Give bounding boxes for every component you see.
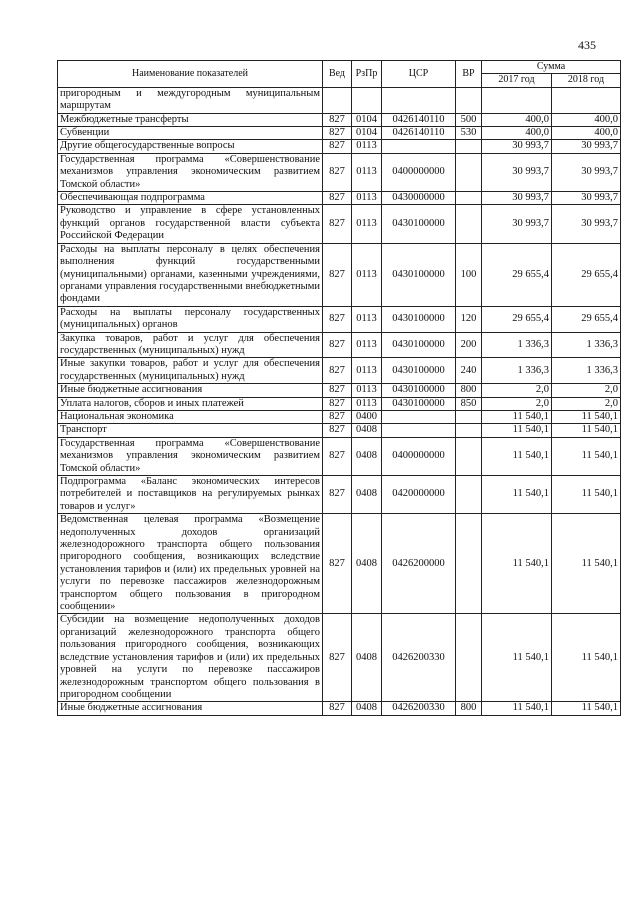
cell-rzpr: 0113 (352, 243, 382, 306)
cell-vr: 200 (456, 332, 482, 358)
cell-y2017: 29 655,4 (482, 306, 552, 332)
cell-rzpr: 0113 (352, 205, 382, 243)
table-row (58, 614, 621, 702)
cell-name: Ведомственная целевая программа «Возмещение недополученных доходов организаций железнодорожного транспорта общего пользования пригородного сообщения, возникающих вследствие установления тарифов и (или) их предельных уровней на услуги по перевозке пассажиров железнодорожным транспортом общего пользования в пригородном сообщении» (58, 514, 323, 614)
cell-y2017: 1 336,3 (482, 332, 552, 358)
header-rzpr: РзПр (352, 61, 382, 88)
cell-rzpr: 0113 (352, 306, 382, 332)
table-row (58, 384, 621, 397)
cell-y2018: 30 993,7 (552, 140, 621, 153)
table-row (58, 127, 621, 140)
cell-vr: 100 (456, 243, 482, 306)
cell-vr: 530 (456, 127, 482, 140)
cell-rzpr: 0408 (352, 702, 382, 715)
table-body (58, 87, 621, 715)
cell-y2018: 11 540,1 (552, 424, 621, 437)
cell-name: Национальная экономика (58, 410, 323, 423)
cell-name: Закупка товаров, работ и услуг для обеспечения государственных (муниципальных) нужд (58, 332, 323, 358)
cell-csr: 0430000000 (382, 192, 456, 205)
cell-y2018: 11 540,1 (552, 702, 621, 715)
cell-csr: 0430100000 (382, 358, 456, 384)
cell-name: Другие общегосударственные вопросы (58, 140, 323, 153)
cell-csr: 0420000000 (382, 476, 456, 514)
cell-y2017: 400,0 (482, 127, 552, 140)
cell-csr: 0430100000 (382, 384, 456, 397)
cell-name: Субсидии на возмещение недополученных доходов организаций железнодорожного транспорта общего пользования пригородного сообщения, возникающих вследствие установления тарифов и (или) их предельных уровней на услуги по перевозке пассажиров железнодорожным транспортом общего пользования в пригородном сообщении (58, 614, 323, 702)
cell-y2018: 11 540,1 (552, 410, 621, 423)
cell-name: Транспорт (58, 424, 323, 437)
cell-y2017: 30 993,7 (482, 205, 552, 243)
cell-csr: 0430100000 (382, 332, 456, 358)
table-header (58, 61, 621, 88)
cell-ved: 827 (323, 384, 352, 397)
cell-name: Межбюджетные трансферты (58, 113, 323, 126)
cell-name: Подпрограмма «Баланс экономических интересов потребителей и поставщиков на регулируемых рынках товаров и услуг» (58, 476, 323, 514)
cell-vr: 850 (456, 397, 482, 410)
cell-y2017: 11 540,1 (482, 702, 552, 715)
cell-vr: 120 (456, 306, 482, 332)
cell-name: Расходы на выплаты персоналу государственных (муниципальных) органов (58, 306, 323, 332)
cell-csr: 0426200000 (382, 514, 456, 614)
table-row (58, 437, 621, 475)
cell-y2017: 400,0 (482, 113, 552, 126)
cell-csr: 0426200330 (382, 702, 456, 715)
cell-y2017: 30 993,7 (482, 140, 552, 153)
cell-csr: 0400000000 (382, 153, 456, 191)
cell-rzpr: 0408 (352, 614, 382, 702)
table-row (58, 192, 621, 205)
cell-vr: 500 (456, 113, 482, 126)
cell-csr (382, 140, 456, 153)
cell-csr: 0426140110 (382, 113, 456, 126)
cell-rzpr: 0408 (352, 514, 382, 614)
cell-vr: 800 (456, 702, 482, 715)
cell-y2017: 2,0 (482, 397, 552, 410)
cell-ved: 827 (323, 306, 352, 332)
cell-ved: 827 (323, 153, 352, 191)
cell-y2018 (552, 87, 621, 113)
cell-y2018: 2,0 (552, 384, 621, 397)
cell-name: Государственная программа «Совершенствование механизмов управления экономическим развитием Томской области» (58, 437, 323, 475)
cell-y2018: 11 540,1 (552, 437, 621, 475)
cell-vr (456, 514, 482, 614)
cell-y2017: 11 540,1 (482, 437, 552, 475)
header-vr: ВР (456, 61, 482, 88)
cell-rzpr: 0408 (352, 424, 382, 437)
cell-rzpr: 0113 (352, 332, 382, 358)
table-row (58, 113, 621, 126)
table-row (58, 424, 621, 437)
cell-ved: 827 (323, 614, 352, 702)
cell-rzpr: 0400 (352, 410, 382, 423)
cell-csr: 0430100000 (382, 243, 456, 306)
cell-rzpr: 0113 (352, 140, 382, 153)
cell-vr: 800 (456, 384, 482, 397)
cell-rzpr: 0113 (352, 153, 382, 191)
cell-y2017: 11 540,1 (482, 614, 552, 702)
cell-y2018: 29 655,4 (552, 306, 621, 332)
cell-y2017: 30 993,7 (482, 153, 552, 191)
cell-vr (456, 205, 482, 243)
cell-y2018: 2,0 (552, 397, 621, 410)
cell-ved (323, 87, 352, 113)
cell-name: пригородным и междугородным муниципальным маршрутам (58, 87, 323, 113)
cell-rzpr: 0408 (352, 476, 382, 514)
cell-ved: 827 (323, 205, 352, 243)
cell-rzpr (352, 87, 382, 113)
cell-name: Уплата налогов, сборов и иных платежей (58, 397, 323, 410)
table-row (58, 702, 621, 715)
cell-y2017: 30 993,7 (482, 192, 552, 205)
page-number: 435 (578, 38, 596, 52)
cell-vr (456, 424, 482, 437)
table-row (58, 397, 621, 410)
cell-csr (382, 410, 456, 423)
cell-ved: 827 (323, 424, 352, 437)
cell-rzpr: 0104 (352, 127, 382, 140)
table-row (58, 358, 621, 384)
cell-y2018: 1 336,3 (552, 358, 621, 384)
header-sum: Сумма (482, 61, 621, 74)
cell-y2017: 11 540,1 (482, 476, 552, 514)
table-row (58, 410, 621, 423)
table-row (58, 306, 621, 332)
cell-csr: 0430100000 (382, 205, 456, 243)
cell-rzpr: 0113 (352, 192, 382, 205)
cell-y2018: 400,0 (552, 127, 621, 140)
cell-csr: 0430100000 (382, 306, 456, 332)
cell-name: Государственная программа «Совершенствование механизмов управления экономическим развитием Томской области» (58, 153, 323, 191)
cell-ved: 827 (323, 140, 352, 153)
cell-y2018: 30 993,7 (552, 153, 621, 191)
cell-rzpr: 0113 (352, 358, 382, 384)
cell-csr: 0430100000 (382, 397, 456, 410)
cell-csr (382, 87, 456, 113)
cell-ved: 827 (323, 358, 352, 384)
cell-name: Субвенции (58, 127, 323, 140)
cell-name: Руководство и управление в сфере установленных функций органов государственной власти субъекта Российской Федерации (58, 205, 323, 243)
cell-y2018: 11 540,1 (552, 514, 621, 614)
table-row (58, 332, 621, 358)
header-csr: ЦСР (382, 61, 456, 88)
cell-ved: 827 (323, 127, 352, 140)
header-2018: 2018 год (552, 74, 621, 87)
cell-name: Обеспечивающая подпрограмма (58, 192, 323, 205)
cell-y2017: 2,0 (482, 384, 552, 397)
table-row (58, 243, 621, 306)
cell-ved: 827 (323, 476, 352, 514)
cell-csr: 0400000000 (382, 437, 456, 475)
cell-ved: 827 (323, 243, 352, 306)
cell-name: Иные бюджетные ассигнования (58, 384, 323, 397)
cell-rzpr: 0113 (352, 397, 382, 410)
cell-vr (456, 192, 482, 205)
cell-vr (456, 87, 482, 113)
cell-y2018: 30 993,7 (552, 192, 621, 205)
header-ved: Вед (323, 61, 352, 88)
cell-name: Иные закупки товаров, работ и услуг для обеспечения государственных (муниципальных) нужд (58, 358, 323, 384)
cell-rzpr: 0408 (352, 437, 382, 475)
cell-y2018: 400,0 (552, 113, 621, 126)
cell-y2017: 11 540,1 (482, 424, 552, 437)
cell-vr (456, 476, 482, 514)
cell-rzpr: 0113 (352, 384, 382, 397)
header-name: Наименование показателей (58, 61, 323, 88)
cell-ved: 827 (323, 437, 352, 475)
table-row (58, 87, 621, 113)
cell-y2017: 11 540,1 (482, 514, 552, 614)
cell-ved: 827 (323, 702, 352, 715)
cell-y2018: 1 336,3 (552, 332, 621, 358)
cell-y2017: 1 336,3 (482, 358, 552, 384)
budget-table (57, 60, 621, 716)
header-2017: 2017 год (482, 74, 552, 87)
cell-vr (456, 153, 482, 191)
cell-ved: 827 (323, 192, 352, 205)
cell-vr: 240 (456, 358, 482, 384)
table-row (58, 514, 621, 614)
cell-csr: 0426140110 (382, 127, 456, 140)
table-row (58, 476, 621, 514)
cell-y2017 (482, 87, 552, 113)
cell-y2017: 29 655,4 (482, 243, 552, 306)
cell-rzpr: 0104 (352, 113, 382, 126)
cell-vr (456, 410, 482, 423)
cell-ved: 827 (323, 332, 352, 358)
cell-y2018: 30 993,7 (552, 205, 621, 243)
cell-ved: 827 (323, 514, 352, 614)
cell-name: Иные бюджетные ассигнования (58, 702, 323, 715)
cell-vr (456, 437, 482, 475)
cell-ved: 827 (323, 397, 352, 410)
cell-y2018: 11 540,1 (552, 614, 621, 702)
cell-ved: 827 (323, 410, 352, 423)
cell-csr: 0426200330 (382, 614, 456, 702)
cell-ved: 827 (323, 113, 352, 126)
cell-y2017: 11 540,1 (482, 410, 552, 423)
table-row (58, 153, 621, 191)
cell-vr (456, 140, 482, 153)
cell-csr (382, 424, 456, 437)
table-row (58, 205, 621, 243)
table-row (58, 140, 621, 153)
cell-vr (456, 614, 482, 702)
cell-y2018: 29 655,4 (552, 243, 621, 306)
cell-y2018: 11 540,1 (552, 476, 621, 514)
cell-name: Расходы на выплаты персоналу в целях обеспечения выполнения функций государственными (муниципальными) органами, казенными учреждениями, органами управления государственными внебюджетными фондами (58, 243, 323, 306)
